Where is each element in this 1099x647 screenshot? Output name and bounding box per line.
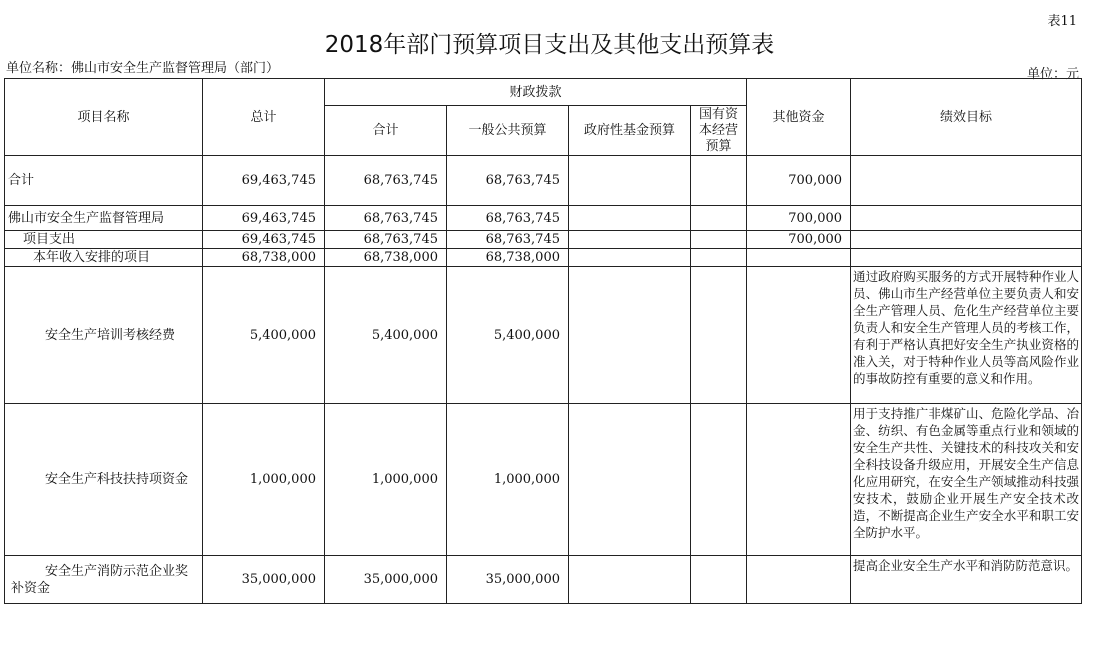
row-other: 700,000 xyxy=(747,231,851,249)
row-gov-fund xyxy=(569,206,691,231)
row-name: 安全生产培训考核经费 xyxy=(5,267,203,404)
row-state-capital xyxy=(691,404,747,556)
table-number: 表11 xyxy=(1047,14,1077,29)
row-gov-fund xyxy=(569,267,691,404)
row-name: 安全生产科技扶持项资金 xyxy=(5,404,203,556)
row-total: 68,738,000 xyxy=(203,249,325,267)
row-general: 68,763,745 xyxy=(447,156,569,206)
row-total: 69,463,745 xyxy=(203,231,325,249)
row-general: 68,763,745 xyxy=(447,231,569,249)
header-general-budget: 一般公共预算 xyxy=(447,106,569,156)
row-gov-fund xyxy=(569,404,691,556)
row-name: 佛山市安全生产监督管理局 xyxy=(5,206,203,231)
row-other xyxy=(747,404,851,556)
row-other xyxy=(747,267,851,404)
row-state-capital xyxy=(691,156,747,206)
row-total: 69,463,745 xyxy=(203,156,325,206)
row-state-capital xyxy=(691,231,747,249)
header-state-capital: 国有资本经营预算 xyxy=(691,106,747,156)
row-fiscal-total: 68,763,745 xyxy=(325,231,447,249)
row-state-capital xyxy=(691,206,747,231)
table-row xyxy=(5,267,1082,404)
row-fiscal-total: 68,763,745 xyxy=(325,156,447,206)
header-fiscal: 财政拨款 xyxy=(325,79,747,106)
page-title: 2018年部门预算项目支出及其他支出预算表 xyxy=(324,32,775,58)
row-general: 5,400,000 xyxy=(447,267,569,404)
row-total: 35,000,000 xyxy=(203,556,325,604)
row-general: 68,738,000 xyxy=(447,249,569,267)
budget-table xyxy=(4,78,1082,604)
table-row xyxy=(5,249,1082,267)
row-fiscal-total: 35,000,000 xyxy=(325,556,447,604)
row-goal: 提高企业安全生产水平和消防防范意识。 xyxy=(851,556,1082,604)
row-gov-fund xyxy=(569,156,691,206)
row-other: 700,000 xyxy=(747,156,851,206)
row-other xyxy=(747,249,851,267)
row-goal xyxy=(851,206,1082,231)
header-fiscal-total: 合计 xyxy=(325,106,447,156)
header-other-funds: 其他资金 xyxy=(747,79,851,156)
table-row xyxy=(5,556,1082,604)
row-goal xyxy=(851,249,1082,267)
row-goal: 通过政府购买服务的方式开展特种作业人员、佛山市生产经营单位主要负责人和安全生产管理人员、危化生产经营单位主要负责人和安全生产管理人员的考核工作，有利于严格认真把好安全生产执业资格的准入关，对于特种作业人员等高风险作业的事故防控有重要的意义和作用。 xyxy=(851,267,1082,404)
table-row xyxy=(5,156,1082,206)
row-fiscal-total: 68,738,000 xyxy=(325,249,447,267)
row-goal xyxy=(851,231,1082,249)
header-total: 总计 xyxy=(203,79,325,156)
row-gov-fund xyxy=(569,231,691,249)
header-gov-fund: 政府性基金预算 xyxy=(569,106,691,156)
row-name: 合计 xyxy=(5,156,203,206)
row-other xyxy=(747,556,851,604)
row-general: 35,000,000 xyxy=(447,556,569,604)
row-name: 安全生产消防示范企业奖补资金 xyxy=(5,556,203,604)
row-name: 本年收入安排的项目 xyxy=(5,249,203,267)
row-goal xyxy=(851,156,1082,206)
row-state-capital xyxy=(691,267,747,404)
table-row xyxy=(5,404,1082,556)
row-total: 1,000,000 xyxy=(203,404,325,556)
currency-unit: 单位：元 xyxy=(1026,67,1079,82)
row-fiscal-total: 1,000,000 xyxy=(325,404,447,556)
row-total: 5,400,000 xyxy=(203,267,325,404)
row-name: 项目支出 xyxy=(5,231,203,249)
header-performance: 绩效目标 xyxy=(851,79,1082,156)
row-state-capital xyxy=(691,249,747,267)
row-other: 700,000 xyxy=(747,206,851,231)
row-fiscal-total: 5,400,000 xyxy=(325,267,447,404)
row-general: 1,000,000 xyxy=(447,404,569,556)
row-goal: 用于支持推广非煤矿山、危险化学品、冶金、纺织、有色金属等重点行业和领域的安全生产共性、关键技术的科技攻关和安全科技设备升级应用，开展安全生产信息化应用研究，在安全生产领域推动科技强安技术，鼓励企业开展生产安全技术改造，不断提高企业生产安全水平和职工安全防护水平。 xyxy=(851,404,1082,556)
row-gov-fund xyxy=(569,556,691,604)
row-general: 68,763,745 xyxy=(447,206,569,231)
row-state-capital xyxy=(691,556,747,604)
row-gov-fund xyxy=(569,249,691,267)
unit-name: 单位名称：佛山市安全生产监督管理局（部门） xyxy=(6,61,280,76)
table-row xyxy=(5,206,1082,231)
row-fiscal-total: 68,763,745 xyxy=(325,206,447,231)
table-row xyxy=(5,231,1082,249)
header-project-name: 项目名称 xyxy=(5,79,203,156)
row-total: 69,463,745 xyxy=(203,206,325,231)
